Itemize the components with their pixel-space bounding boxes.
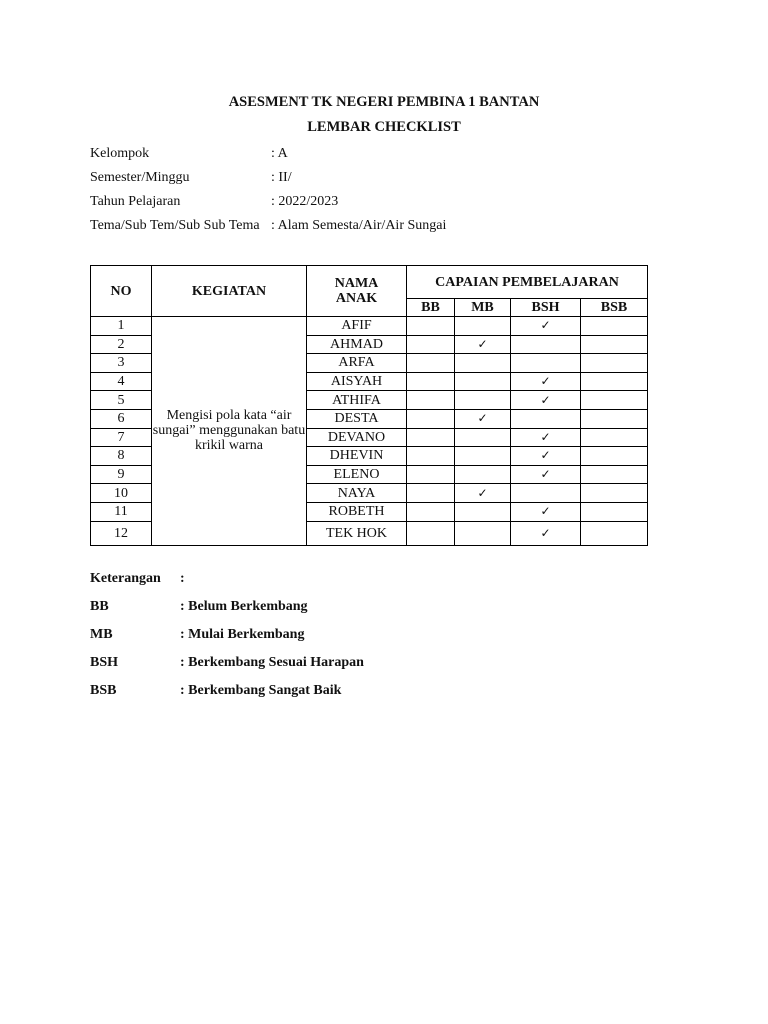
cell-no: 8 xyxy=(91,447,152,466)
checkmark-icon: ✓ xyxy=(540,448,551,463)
cell-bsh xyxy=(511,447,581,466)
cell-mb xyxy=(455,409,511,428)
checkmark-icon: ✓ xyxy=(477,485,488,500)
header-no: NO xyxy=(91,266,152,317)
cell-nama-anak: DESTA xyxy=(307,409,407,428)
header-nama-anak: NAMA ANAK xyxy=(307,266,407,317)
table-body xyxy=(91,317,648,546)
cell-nama-anak: TEK HOK xyxy=(307,521,407,545)
keterangan-desc: : Berkembang Sesuai Harapan xyxy=(180,655,364,670)
cell-bb xyxy=(407,354,455,373)
keterangan-desc: : Belum Berkembang xyxy=(180,599,308,614)
keterangan-desc: : Mulai Berkembang xyxy=(180,627,305,642)
info-value: : II/ xyxy=(271,170,292,185)
cell-kegiatan: Mengisi pola kata “air sungai” menggunakan batu krikil warna xyxy=(152,317,307,546)
checkmark-icon: ✓ xyxy=(540,318,551,333)
cell-bsh xyxy=(511,484,581,503)
cell-nama-anak: NAYA xyxy=(307,484,407,503)
cell-no: 10 xyxy=(91,484,152,503)
keterangan-label: Keterangan xyxy=(90,571,161,586)
info-label: Kelompok xyxy=(90,146,150,161)
cell-no: 2 xyxy=(91,335,152,354)
keterangan-code: MB xyxy=(90,627,113,642)
header-kegiatan: KEGIATAN xyxy=(152,266,307,317)
cell-no: 7 xyxy=(91,428,152,447)
header-mb: MB xyxy=(455,299,511,317)
keterangan-colon: : xyxy=(180,571,185,586)
cell-mb xyxy=(455,484,511,503)
cell-nama-anak: DHEVIN xyxy=(307,447,407,466)
cell-bsb xyxy=(581,317,648,336)
header-bsb: BSB xyxy=(581,299,648,317)
keterangan-desc: : Berkembang Sangat Baik xyxy=(180,683,342,698)
checklist-table xyxy=(90,265,648,546)
cell-bsh xyxy=(511,428,581,447)
cell-bsh xyxy=(511,335,581,354)
cell-nama-anak: AHMAD xyxy=(307,335,407,354)
cell-mb xyxy=(455,447,511,466)
cell-bb xyxy=(407,447,455,466)
cell-no: 11 xyxy=(91,502,152,521)
cell-bsb xyxy=(581,428,648,447)
cell-bsh xyxy=(511,317,581,336)
cell-bsb xyxy=(581,409,648,428)
cell-nama-anak: ATHIFA xyxy=(307,391,407,410)
cell-no: 3 xyxy=(91,354,152,373)
cell-bsh xyxy=(511,502,581,521)
cell-mb xyxy=(455,521,511,545)
cell-bb xyxy=(407,409,455,428)
cell-bsb xyxy=(581,447,648,466)
checkmark-icon: ✓ xyxy=(540,429,551,444)
cell-bsh xyxy=(511,409,581,428)
checkmark-icon: ✓ xyxy=(540,374,551,389)
keterangan-code: BB xyxy=(90,599,109,614)
checkmark-icon: ✓ xyxy=(540,504,551,519)
cell-bsh xyxy=(511,354,581,373)
document-subtitle: LEMBAR CHECKLIST xyxy=(307,119,461,135)
cell-bb xyxy=(407,484,455,503)
info-label: Tahun Pelajaran xyxy=(90,194,181,209)
cell-no: 12 xyxy=(91,521,152,545)
cell-mb xyxy=(455,317,511,336)
cell-no: 5 xyxy=(91,391,152,410)
cell-no: 4 xyxy=(91,372,152,391)
cell-bsb xyxy=(581,391,648,410)
checkmark-icon: ✓ xyxy=(540,467,551,482)
cell-mb xyxy=(455,465,511,484)
cell-no: 1 xyxy=(91,317,152,336)
document-title: ASESMENT TK NEGERI PEMBINA 1 BANTAN xyxy=(228,94,540,110)
cell-nama-anak: ARFA xyxy=(307,354,407,373)
table-row xyxy=(91,317,648,336)
cell-bsb xyxy=(581,465,648,484)
header-capaian: CAPAIAN PEMBELAJARAN xyxy=(407,266,648,299)
keterangan-code: BSB xyxy=(90,683,117,698)
cell-bb xyxy=(407,391,455,410)
cell-nama-anak: ELENO xyxy=(307,465,407,484)
cell-bsb xyxy=(581,335,648,354)
cell-bsh xyxy=(511,391,581,410)
cell-nama-anak: AISYAH xyxy=(307,372,407,391)
info-value: : Alam Semesta/Air/Air Sungai xyxy=(271,218,447,233)
checkmark-icon: ✓ xyxy=(477,411,488,426)
cell-nama-anak: ROBETH xyxy=(307,502,407,521)
cell-bsb xyxy=(581,484,648,503)
cell-nama-anak: DEVANO xyxy=(307,428,407,447)
checkmark-icon: ✓ xyxy=(540,392,551,407)
header-bb: BB xyxy=(407,299,455,317)
cell-mb xyxy=(455,428,511,447)
info-label: Semester/Minggu xyxy=(90,170,190,185)
cell-bsh xyxy=(511,521,581,545)
cell-mb xyxy=(455,391,511,410)
cell-mb xyxy=(455,502,511,521)
cell-mb xyxy=(455,335,511,354)
cell-bb xyxy=(407,372,455,391)
cell-no: 6 xyxy=(91,409,152,428)
cell-bsb xyxy=(581,521,648,545)
cell-mb xyxy=(455,354,511,373)
cell-bb xyxy=(407,502,455,521)
cell-no: 9 xyxy=(91,465,152,484)
cell-bb xyxy=(407,317,455,336)
cell-bb xyxy=(407,335,455,354)
info-value: : 2022/2023 xyxy=(271,194,339,209)
keterangan-code: BSH xyxy=(90,655,119,670)
header-bsh: BSH xyxy=(511,299,581,317)
cell-bb xyxy=(407,521,455,545)
checkmark-icon: ✓ xyxy=(540,525,551,540)
cell-bb xyxy=(407,465,455,484)
cell-bsh xyxy=(511,465,581,484)
cell-bsh xyxy=(511,372,581,391)
cell-bsb xyxy=(581,354,648,373)
cell-bb xyxy=(407,428,455,447)
info-label: Tema/Sub Tem/Sub Sub Tema xyxy=(90,218,260,233)
cell-bsb xyxy=(581,502,648,521)
cell-nama-anak: AFIF xyxy=(307,317,407,336)
cell-bsb xyxy=(581,372,648,391)
checkmark-icon: ✓ xyxy=(477,336,488,351)
cell-mb xyxy=(455,372,511,391)
info-value: : A xyxy=(271,146,288,161)
